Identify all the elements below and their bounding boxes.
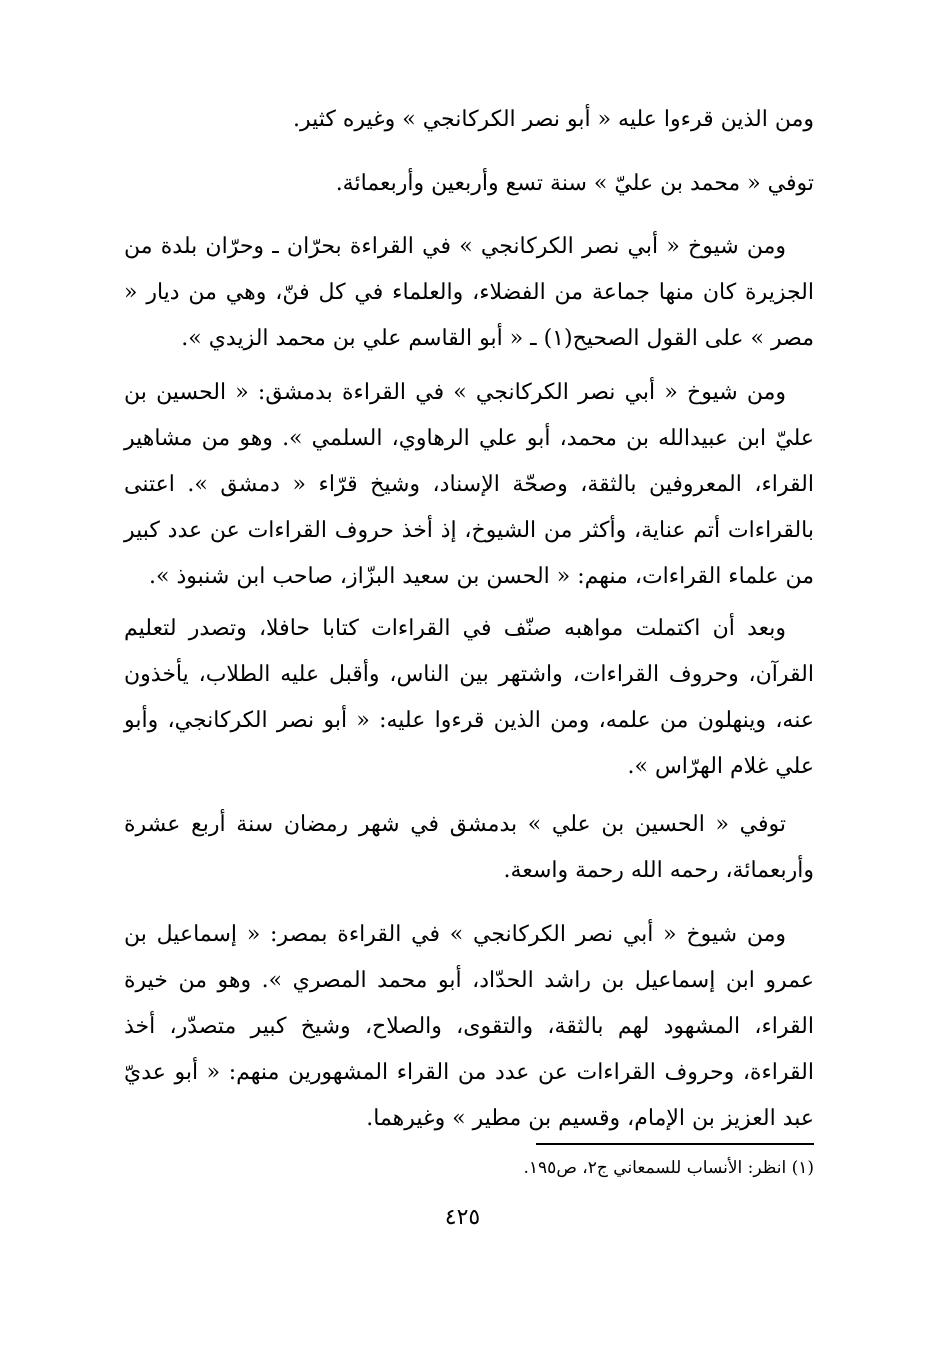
paragraph-text: ومن شيوخ « أبي نصر الكركانجي » في القراءة بحرّان ـ وحرّان بلدة من الجزيرة كان منها جماعة من الفضلاء، والعلماء في كل فنّ، وهي من ديار « مصر » على القول الصحيح(١) ـ « أبو القاسم علي بن محمد الزيدي ». bbox=[124, 234, 814, 351]
paragraph-7 bbox=[124, 912, 814, 1142]
paragraph-1 bbox=[124, 97, 814, 143]
paragraph-text: ومن شيوخ « أبي نصر الكركانجي » في القراءة بدمشق: « الحسين بن عليّ ابن عبيدالله بن محمد، أبو علي الرهاوي، السلمي ». وهو من مشاهير القراء، المعروفين بالثقة، وصحّة الإسناد، وشيخ قرّاء « دمشق ». اعتنى بالقراءات أتم عناية، وأكثر من الشيوخ، إذ أخذ حروف القراءات عن عدد كبير من علماء القراءات، منهم: « الحسن بن سعيد البزّاز، صاحب ابن شنبوذ ». bbox=[124, 380, 814, 589]
paragraph-2 bbox=[124, 161, 814, 207]
paragraph-text: وبعد أن اكتملت مواهبه صنّف في القراءات كتابا حافلا، وتصدر لتعليم القرآن، وحروف القراءات، واشتهر بين الناس، وأقبل عليه الطلاب، يأخذون عنه، وينهلون من علمه، ومن الذين قرءوا عليه: « أبو نصر الكركانجي، وأبو علي غلام الهرّاس ». bbox=[124, 616, 814, 779]
paragraph-3 bbox=[124, 224, 814, 362]
paragraph-text: ومن الذين قرءوا عليه « أبو نصر الكركانجي » وغيره كثير. bbox=[292, 107, 814, 132]
footnote-divider bbox=[536, 1143, 814, 1145]
paragraph-text: ومن شيوخ « أبي نصر الكركانجي » في القراءة بمصر: « إسماعيل بن عمرو ابن إسماعيل بن راشد الحدّاد، أبو محمد المصري ». وهو من خيرة القراء، المشهود لهم بالثقة، والتقوى، والصلاح، وشيخ كبير متصدّر، أخذ القراءة، وحروف القراءات عن عدد من القراء المشهورين منهم: « أبو عديّ عبد العزيز بن الإمام، وقسيم بن مطير » وغيرهما. bbox=[124, 922, 814, 1131]
paragraph-5 bbox=[124, 606, 814, 790]
paragraph-text: توفي « الحسين بن علي » بدمشق في شهر رمضان سنة أربع عشرة وأربعمائة، رحمه الله رحمة واسعة. bbox=[124, 812, 814, 883]
footnote: (١) انظر: الأنساب للسمعاني ج٢، ص١٩٥. bbox=[523, 1158, 814, 1178]
paragraph-4 bbox=[124, 370, 814, 600]
page-number: ٤٢٥ bbox=[444, 1205, 481, 1230]
paragraph-text: توفي « محمد بن عليّ » سنة تسع وأربعين وأربعمائة. bbox=[335, 171, 814, 196]
paragraph-6 bbox=[124, 802, 814, 894]
